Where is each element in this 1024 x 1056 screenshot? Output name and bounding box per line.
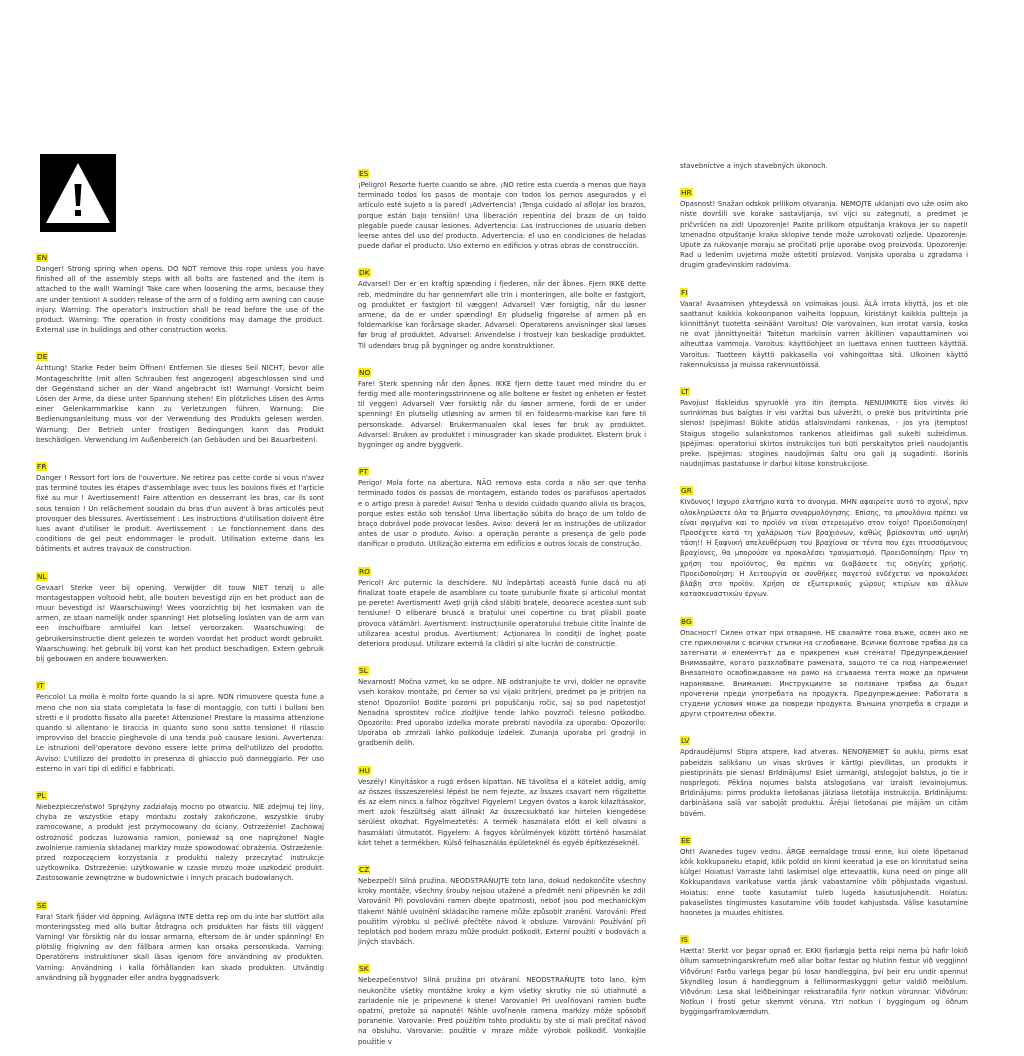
warning-text: Κίνδυνος! Ισχυρό ελατήριο κατά το άνοιγμα. ΜΗΝ αφαιρείτε αυτό το σχοινί, πριν ολοκληρώσετε όλα τα βήματα συναρμολόγησης. Επίσης, τα μπουλόνια πρέπει να είναι σφιγμένα και το προϊόν να είναι στερεωμένο στον τοίχο! Προειδοποίηση! Προσέχετε κατά τη χαλάρωση των βραχιόνων, καθώς βρίσκονται υπό υψηλή τάση!! Η ξαφνική απελευθέρωση του βραχίονα σε τέντα που έχει πτυσσόμενους βραχίονες, θα μπορούσε να προκαλέσει τραυματισμό. Προειδοποίηση: Πριν τη χρήση του προϊόντος, θα πρέπει να διαβάσετε τις οδηγίες χρήσης. Προειδοποίηση: Η λειτουργία σε συνθήκες παγετού ενδέχεται να προκαλέσει βλάβη στο προϊόν. Χρήση σε εξωτερικούς χώρους κτιρίων και άλλων κατασκευαστικών έργων. [680, 498, 968, 599]
language-code-badge: IS [681, 935, 688, 945]
warning-text: ¡Peligro! Resorte fuerte cuando se abre. ¡NO retire esta cuerda a menos que haya terminado todos los pasos de montaje con todos los pernos asegurados y el artículo esté sujeto a la pared! ¡Advertencia! ¡Tenga cuidado al aflojar los brazos, porque están bajo tensión! Una liberación repentina del brazo de un toldo plegable puede causar lesiones. Advertencia: Las instrucciones de usuario deben leerse antes del uso del producto. Advertencia: el uso en condiciones de heladas puede dañar el producto. Uso externo en edificios y otras obras de construcción. [358, 181, 646, 251]
warning-text: Achtung! Starke Feder beim Öffnen! Entfernen Sie dieses Seil NICHT, bevor alle Montageschritte (mit allen Schrauben fest angezogen) abgeschlossen sind und der Gegenstand sicher an der Wand angebracht ist! Warnung! Vorsicht beim Lösen der Arme, da diese unter Spannung stehen! Ein plötzliches Lösen des Arms einer Gelenkarmmarkise kann zu Verletzungen führen. Warnung: Die Bedienungsanleitung muss vor der Verwendung des Produkts gelesen werden. Warnung: Der Betrieb unter frostigen Bedingungen kann das Produkt beschädigen. Verwendung im Außenbereich (an Gebäuden und bei Bauarbeiten). [36, 364, 324, 444]
warning-text: Advarsel! Der er en kraftig spænding i fjederen, når der åbnes. Fjern IKKE dette reb, medmindre du har gennemført alle trin i monteringen, alle bolte er fastgjort, og produktet er fastgjort til væggen! Advarsel! Vær forsigtig, når du løsner armene, da de er under spænding! En pludselig frigørelse af armen på en foldemarkise kan forårsage skader. Advarsel: Operatørens anvisninger skal læses før brug af produktet. Advarsel: Anvendelse i frostvejr kan beskadige produktet. Til udendørs brug på bygninger og andre konstruktioner. [358, 280, 646, 350]
warning-section [680, 927, 968, 1017]
language-code-badge: BG [681, 616, 692, 626]
warning-section [680, 478, 968, 599]
warning-section [358, 857, 646, 947]
warning-text: Danger! Strong spring when opens. DO NOT remove this rope unless you have finished all of the assembly steps with all bolts are fastened and the item is attached to the wall! Warning! Take care when loosening the arms, because they are under tension! A sudden release of the arm of a folding arm awning can cause injury. Warning: The operator's instruction shall be read before the use of the product. Warning: The operation in frosty conditions may damage the product. External use in buildings and other construction works. [36, 265, 324, 335]
warning-text: Fare! Sterk spenning når den åpnes. IKKE fjern dette tauet med mindre du er ferdig med alle monteringsstrinnene og alle boltene er festet og enheten er festet til veggen! Advarsel! Vær forsiktig når du løsner armene, fordi de er under spenning! En plutselig utløsning av armen til en foldearms-markise kan føre til personskade. Advarsel: Brukermanualen skal leses før bruk av produktet. Advarsel: Bruken av produktet i minusgrader kan skade produktet. Ekstern bruk i bygninger og andre byggverk. [358, 379, 646, 450]
warning-section [358, 956, 646, 1046]
warning-text: Gevaar! Sterke veer bij opening. Verwijder dit touw NIET tenzij u alle montagestappen voltooid hebt, alle bouten bevestigd zijn en het product aan de muur bevestigd is! Waarschuwing! Wees voorzichtig bij het losmaken van de armen, ze staan namelijk onder spanning! Het plotseling loslaten van de arm van een inschuifbare armluifel kan letsel veroorzaken. Waarschuwing: de gebruikersinstructie dient gelezen te worden voordat het product wordt gebruikt. Waarschuwing: het gebruik bij vorst kan het product beschadigen. Extern gebruik bij gebouwen en andere bouwwerken. [36, 583, 324, 664]
warning-text: Hætta! Sterkt vor þegar opnað er. EKKI fjarlægja þetta reipi nema þú hafir lokið öllum samsetningarskrefum með allar boltar festar og hlutinn festur við veggjinn! Viðvörun! Farðu varlega þegar þú losar handleggina, því þeir eru undir spennu! Skyndileg losun á handleggnum á fellimarmaskyggni getur valdið meiðslum. Viðvörun: Lesa skal leiðbeiningar rekstraraðila fyrir notkun vörunnar. Viðvörun: Notkun í frosti getur skemmt vöruna. Ytri notkun í byggingum og öðrum byggingarframkvæmdum. [680, 947, 968, 1017]
warning-text: Oht! Avanedes tugev vedru. ÄRGE eemaldage trossi enne, kui olete lõpetanud kõik kokkupaneku etapid, kõik poldid on kinni keeratud ja ese on kinnitatud seina külge! Hoiatus! Varraste lahti laskmisel olge ettevaatlik, kuna need on pinge all! Kokkupandava varikatuse varda järsk vabastamine võib põhjustada vigastusi. Hoiatus: enne toote kasutamist tuleb lugeda kasutusjuhendit. Hoiatus: pakaselistes tingimustes kasutamine võib toodet kahjustada. Välise kasutamine hoonetes ja muudes ehitistes. [680, 847, 968, 917]
warning-text: Niebezpieczeństwo! Sprężyny zadziałają mocno po otwarciu. NIE zdejmuj tej liny, chyba że wszystkie etapy montażu zostały zakończone, wszystkie śruby zamocowane, a produkt jest przymocowany do ściany. Ostrzeżenie! Zachowaj ostrożność podczas luzowania ramion, ponieważ są one naprężone! Nagłe zwolnienie ramienia składanej markizy może spowodować obrażenia. Ostrzeżenie: przed rozpoczęciem korzystania z produktu należy przeczytać instrukcje użytkownika. Ostrzeżenie: użytkowanie w czasie mrozu może uszkodzić produkt. Zastosowanie zewnętrzne w budownictwie i innych pracach budowlanych. [36, 802, 324, 883]
warning-text: Apdraudējums! Stipra atspere, kad atveras. NENOŅEMIET šo auklu, pirms esat pabeidzis salikšanu un visas skrūves ir kārtīgi pievilktas, un produkts ir piestiprināts pie sienas! Brīdinājums! Esiet uzmanīgi, atslogojot balstus, jo tie ir nospriegoti. Pēkšņa nojumes balsta atslogošana var izraisīt ievainojumus. Brīdinājums: pirms produkta lietošanas jāizlasa lietotāja instrukcija. Brīdinājums: darbināšana salā var sabojāt produktu. Ārējai lietošanai pie mājām un citām būvēm. [680, 748, 968, 818]
warning-text: Nebezpečí! Silná pružina. NEODSTRAŇUJTE toto lano, dokud nedokončíte všechny kroky montáže, všechny šrouby nejsou utažené a předmět není připevněn ke zdi! Varování! Při povolování ramen dbejte opatrnosti, neboť jsou pod mechanickým tlakem! Náhlé uvolnění skládacího ramene může způsobit zranění. Varování: Před použitím výrobku si pečlivě přečtěte návod k obsluze. Varování: Používání při teplotách pod bodem mrazu může produkt poškodit. Externí použití v budovách a jiných stavbách. [358, 876, 646, 947]
language-code-badge: PT [359, 467, 368, 477]
warning-section [680, 828, 968, 918]
warning-section [36, 673, 324, 774]
warning-text: Pericolo! La molla è molto forte quando la si apre. NON rimuovere questa fune a meno che non sia stata completata la fase di montaggio, con tutti i bulloni ben stretti e il prodotto fissato alla parete! Attenzione! Prestare la massima attenzione quando si allentano le braccia in quanto sono sono sotto tensione! Il rilascio improvviso del braccio pieghevole di una tenda può causare lesioni. Avvertenza: Le istruzioni dell'operatore devono essere lette prima dell'utilizzo del prodotto. Avviso: L'utilizzo del prodotto in presenza di ghiaccio può danneggiarlo. Per uso esterno in vari tipi di edifici e fabbricati. [36, 693, 324, 773]
text-column-1 [36, 245, 324, 992]
language-code-badge: FI [681, 287, 688, 297]
language-code-badge: GR [681, 486, 692, 496]
warning-text: Perigo! Mola forte na abertura. NÃO remova esta corda a não ser que tenha terminado todos os passos de montagem, estando todos os parafusos apertados e o artigo preso à parede! Aviso! Tenha o devido cuidado quando alivia os braços, porque estes estão sob tensão! Uma libertação súbita do braço de um toldo de braço dobrável pode provocar lesões. Aviso: deverá ler as instruções de utilizador antes de usar o produto. Aviso: a operação perante a presença de gelo pode danificar o produto. Utilização externa em edifícios e outros locais de construção. [358, 479, 646, 549]
language-code-badge: SE [37, 900, 47, 910]
warning-section [36, 245, 324, 335]
warning-section [36, 893, 324, 983]
language-code-badge: CZ [359, 864, 370, 874]
warning-section [680, 609, 968, 720]
warning-section [680, 161, 968, 171]
language-code-badge: PL [37, 790, 46, 800]
warning-section [358, 559, 646, 649]
warning-text: Nevarnost! Močna vzmet, ko se odpre. NE odstranjujte te vrvi, dokler ne opravite vseh korakov montaže, pri čemer so vsi vijaki pritrjeni, predmet pa je pritrjen na steno! Opozorilo! Bodite pozorni pri popuščanju ročic, saj so pod napetostjo! Nenadna sprostitev ročice zložljive tende lahko povzroči telesno poškodbo. Opozorilo: Pred uporabo izdelka morate prebrati navodila za uporabo. Opozorilo: Uporaba ob zmrzali lahko poškoduje izdelek. Zunanja uporaba pri gradnji in gradbenih delih. [358, 678, 646, 748]
warning-section [680, 180, 968, 270]
warning-section [358, 360, 646, 450]
language-code-badge: EN [37, 253, 48, 262]
language-code-badge: NL [37, 571, 47, 581]
warning-text: Pavojus! Išskleidus spyruoklė yra itin įtempta. NENUIMKITE šios virvės iki surinkimas bus baigtas ir visi varžtai bus užveržti, o prekė bus pritvirtinta prie sienos! Įspėjimas! Būkite atidūs atlaisvindami rankenas, - jos yra įtemptos! Staigus stogelio sulankstomos rankenos atleidimas gali sukelti sužeidimus. Įspėjimas: operatoriui skirtos instrukcijos turi būti perskaitytos prieš naudojantis preke. Įspėjimas: stogines naudojimas šaltu oru gali ją sugadinti. Išorinis naudojimas pastatuose ir darbui kitose konstrukcijose. [680, 399, 968, 469]
warning-section [36, 344, 324, 445]
language-code-badge: NO [359, 367, 371, 377]
warning-section [36, 564, 324, 665]
language-code-badge: HR [681, 188, 692, 198]
warning-section [358, 658, 646, 748]
warning-text: Opasnost! Snažan odskok prilikom otvaranja. NEMOJTE uklanjati ovo uže osim ako niste dovršili sve korake sastavljanja, svi vijci su zategnuti, a predmet je pričvršćen na zid! Upozorenje! Pazite prilikom otpuštanja krakova jer su napeti! Iznenadno otpuštanje kraka sklopive tende može uzrokovati ozljede. Upozorenje: Upute za rukovanje moraju se pročitati prije uporabe ovog proizvoda. Upozorenje: Rad u ledenim uvjetima može oštetiti proizvod. Vanjska uporaba u zgradama i drugim građevinskim radovima. [680, 200, 968, 270]
warning-text: Vaara! Avaamisen yhteydessä on voimakas jousi. ÄLÄ irrota köyttä, jos et ole saattanut kaikkia kokoonpanon vaiheita loppuun, kiristänyt kaikkia pultteja ja kiinnittänyt tuotetta seinään! Varoitus! Ole varovainen, kun irrotat varsia, koska ne ovat jännittyneitä! Taitetun markiisin varren äkillinen vapauttaminen voi aiheuttaa vammoja. Varoitus: käyttöohjeet on luettava ennen tuotteen käyttöä. Varoitus: Tuotteen käyttö pakkasella voi vahingoittaa sitä. Ulkoinen käyttö rakennuksissa ja muissa rakennustöissä. [680, 299, 968, 369]
warning-text: Fara! Stark fjäder vid öppning. Avlägsna INTE detta rep om du inte har slutfört alla monteringssteg med alla bultar åtdragna och produkten har fästs till väggen! Varning! Var försiktig när du lossar armarna, eftersom de är under spänning! En plötslig frigivning av den fällbara armen kan orsaka personskada. Varning: Operatörens instruktioner skall läsas igenom före användning av produkten. Varning: Användning i kalla förhållanden kan skada produkten. Utvändig användning på byggnader eller andra byggnadsverk. [36, 912, 324, 982]
language-code-badge: LT [681, 387, 689, 397]
text-column-3 [680, 161, 968, 1027]
warning-text: Опасност! Силен откат при отваряне. НЕ сваляйте това въже, освен ако не сте приключили с всички стъпки на сглобяване. Всички болтове трябва да са затегнати и елементът да е прикрепен към стената! Предупреждение! Внимавайте, когато разхлабвате рамената, защото те са под напрежение! Внезапното освобождаване на рамо на сгъваема тента може да причини нараняване. Внимание: Инструкциите за ползване трябва да бъдат прочетени преди употребата на продукта. Предупреждение: Работата в студени условия може да повреди продукта. Външна употреба в сгради и други строителни обекти. [680, 628, 968, 719]
warning-section [358, 459, 646, 549]
language-code-badge: SK [359, 964, 369, 974]
warning-text: Veszély! Kinyitáskor a rugó erősen kipattan. NE távolítsa el a kötelet addig, amíg az összes összeszerelési lépést be nem fejezte, az összes csavart nem rögzítette és az elem nincs a falhoz rögzítve! Figyelem! Legyen óvatos a karok kilazításakor, mert azok feszültség alatt állnak! Az összecsukható kar hirtelen kiengedése sérülést okozhat. Figyelmeztetés: A termék használata előtt el kell olvasni a használati útmutatót. Figyelem: A fagyos körülmények között történő használat kárt tehet a termékben. Külső felhasználás épületeknél és egyéb építkezéseknél. [358, 777, 646, 847]
warning-section [680, 379, 968, 469]
warning-text: stavebníctve a iných stavebných úkonoch. [680, 162, 828, 170]
language-code-badge: EE [681, 835, 691, 845]
warning-icon [40, 154, 116, 232]
language-code-badge: IT [37, 681, 44, 691]
warning-text: Nebezpečenstvo! Silná pružina pri otváraní. NEODSTRAŇUJTE toto lano, kým neukončíte všetky montážne kroky a kým všetky skrutky nie sú utiahnuté a zariadenie nie je pripevnené k stene! Varovanie! Pri uvoľňovaní ramien buďte opatrní, pretože sú napnuté! Náhle uvoľnenie ramena markízy môže spôsobiť poranenie. Varovanie: Pred použitím tohto produktu by ste si mali prečítať návod na obsluhu. Varovanie: použitie v mraze môže výrobok poškodiť. Vonkajšie použitie v [358, 976, 646, 1046]
warning-text: Danger ! Ressort fort lors de l'ouverture. Ne retirez pas cette corde si vous n'avez pas terminé toutes les étapes d'assemblage avec tous les boulons fixés et l'article fixé au mur ! Avertissement! Faire attention en desserrant les bras, car ils sont sous tension ! Un relâchement soudain du bras d'un auvent à bras articulés peut provoquer des blessures. Avertissement : Les instructions d'utilisation doivent être lues avant d'utiliser le produit. Avertissement : Le fonctionnement dans des conditions de gel peut endommager le produit. Utilisation externe dans les bâtiments et autres travaux de construction. [36, 474, 324, 554]
warning-section [358, 161, 646, 251]
language-code-badge: SL [359, 666, 368, 676]
language-code-badge: RO [359, 566, 370, 576]
warning-section [358, 758, 646, 848]
text-column-2 [358, 161, 646, 1056]
warning-section [680, 728, 968, 818]
language-code-badge: DK [359, 268, 370, 278]
language-code-badge: LV [681, 736, 690, 746]
warning-triangle-icon [40, 154, 116, 232]
warning-section [36, 454, 324, 555]
warning-section [358, 260, 646, 350]
warning-text: Pericol! Arc puternic la deschidere. NU îndepărtați această funie dacă nu ați finalizat toate etapele de asamblare cu toate șuruburile fixate și articolul montat pe perete! Avertisment! Aveți grijă când slăbiți brațele, deoarece acestea sunt sub tensiune! O eliberare bruscă a brațului unei copertine cu braț pliabil poate provoca vătămări. Avertisment: Instrucțiunile operatorului trebuie citite înainte de utilizarea acestui produs. Avertisment: Acționarea în condiții de îngheț poate deteriora produsul. Utilizare externă la clădiri și alte lucrări de construcție. [358, 578, 646, 648]
warning-section [36, 783, 324, 884]
language-code-badge: DE [37, 352, 48, 362]
language-code-badge: FR [37, 462, 47, 472]
warning-section [680, 280, 968, 370]
language-code-badge: ES [359, 169, 369, 178]
language-code-badge: HU [359, 765, 370, 775]
